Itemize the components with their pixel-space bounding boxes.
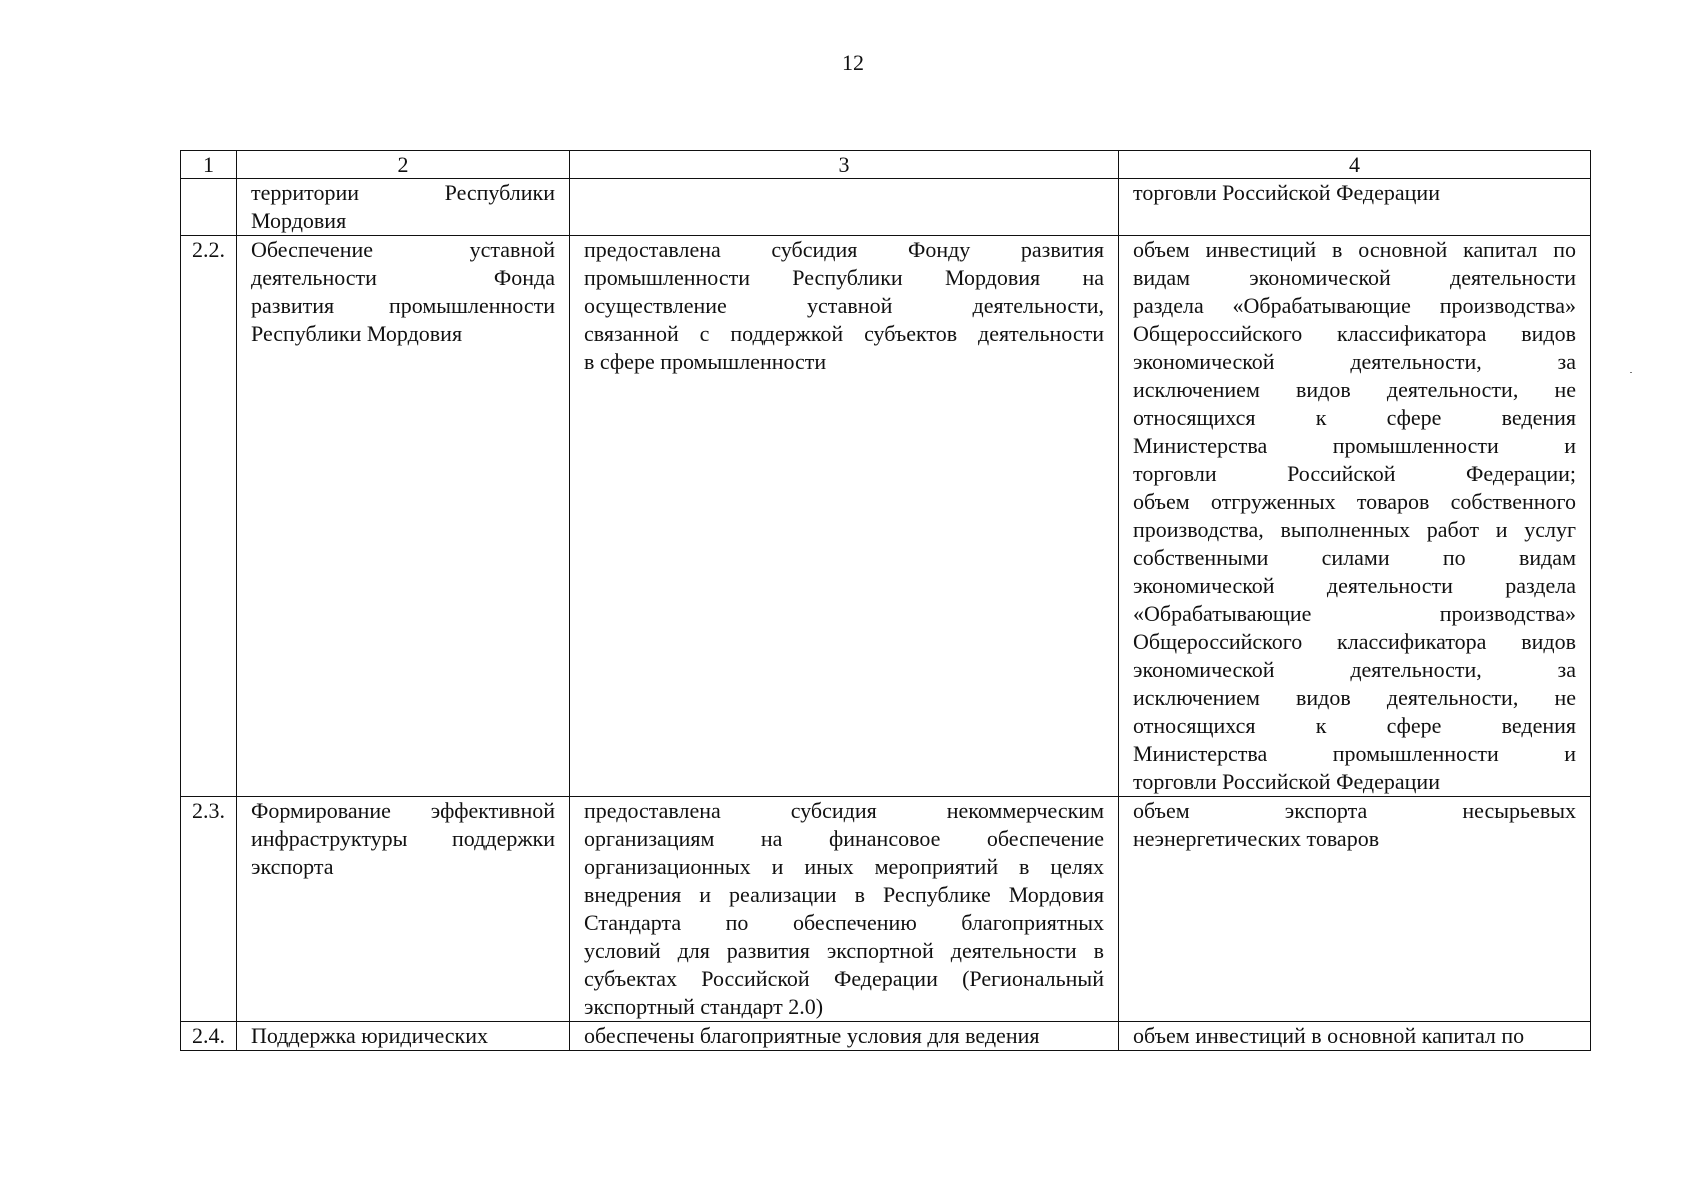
text-line: организационных и иных мероприятий в целях [584,854,1104,879]
text-line: инфраструктуры поддержки [251,826,555,851]
text-line: исключением видов деятельности, не [1133,377,1576,402]
row-number-cell: 2.2. [181,236,237,797]
text-line: производства, выполненных работ и услуг [1133,517,1576,542]
text-line: обеспечены благоприятные условия для ведения [584,1023,1040,1048]
text-line: предоставлена субсидия некоммерческим [584,798,1104,823]
measure-name-cell [237,179,570,236]
text-line: Стандарта по обеспечению благоприятных [584,910,1104,935]
table-row [181,797,1591,1022]
table-body [181,179,1591,1051]
measure-name-cell [237,236,570,797]
table-row [181,236,1591,797]
text-line: экспортный стандарт 2.0) [584,994,824,1019]
text-line: неэнергетических товаров [1133,826,1380,851]
text-line: собственными силами по видам [1133,545,1576,570]
text-line: раздела «Обрабатывающие производства» [1133,293,1576,318]
row-number-cell [181,179,237,236]
table-row [181,1022,1591,1051]
text-line: торговли Российской Федерации; [1133,461,1576,486]
measure-name-cell [237,1022,570,1051]
page-number: 12 [842,50,864,75]
measure-result-cell [570,179,1119,236]
measure-result-cell [570,797,1119,1022]
text-line: объем инвестиций в основной капитал по [1133,1023,1525,1048]
text-line: видам экономической деятельности [1133,265,1576,290]
text-line: объем отгруженных товаров собственного [1133,489,1576,514]
text-line: исключением видов деятельности, не [1133,685,1576,710]
text-line: «Обрабатывающие производства» [1133,601,1576,626]
text-line: Министерства промышленности и [1133,433,1576,458]
measure-name-cell [237,797,570,1022]
measure-result-cell [570,236,1119,797]
text-line: Министерства промышленности и [1133,741,1576,766]
header-col-2: 2 [237,151,570,179]
text-line: Мордовия [251,208,347,233]
text-line: относящихся к сфере ведения [1133,713,1576,738]
row-number-cell: 2.3. [181,797,237,1022]
text-line: Общероссийского классификатора видов [1133,321,1576,346]
text-line: развития промышленности [251,293,555,318]
indicator-cell [1119,797,1591,1022]
text-line: связанной с поддержкой субъектов деятельности [584,321,1104,346]
indicator-cell [1119,1022,1591,1051]
text-line: внедрения и реализации в Республике Мордовия [584,882,1104,907]
text-line: условий для развития экспортной деятельности в [584,938,1104,963]
indicator-cell [1119,179,1591,236]
text-line: Обеспечение уставной [251,237,555,262]
text-line: экономической деятельности, за [1133,657,1576,682]
text-line: экспорта [251,854,334,879]
text-line: субъектах Российской Федерации (Региональный [584,966,1104,991]
text-line: территории Республики [251,180,555,205]
measures-table [180,150,1591,1051]
indicator-cell [1119,236,1591,797]
text-line: торговли Российской Федерации [1133,180,1440,205]
measure-result-cell [570,1022,1119,1051]
text-line: Республики Мордовия [251,321,463,346]
row-number-cell: 2.4. [181,1022,237,1051]
text-line: объем инвестиций в основной капитал по [1133,237,1576,262]
text-line: Поддержка юридических [251,1023,489,1048]
text-line: экономической деятельности раздела [1133,573,1576,598]
table-row [181,179,1591,236]
text-line: Формирование эффективной [251,798,555,823]
header-col-3: 3 [570,151,1119,179]
scan-speck [1630,372,1632,373]
text-line: промышленности Республики Мордовия на [584,265,1104,290]
text-line: организациям на финансовое обеспечение [584,826,1104,851]
text-line: объем экспорта несырьевых [1133,798,1576,823]
text-line: осуществление уставной деятельности, [584,293,1104,318]
text-line: Общероссийского классификатора видов [1133,629,1576,654]
text-line: в сфере промышленности [584,349,827,374]
text-line: экономической деятельности, за [1133,349,1576,374]
text-line: предоставлена субсидия Фонду развития [584,237,1104,262]
header-col-4: 4 [1119,151,1591,179]
header-col-1: 1 [181,151,237,179]
text-line: торговли Российской Федерации [1133,769,1440,794]
text-line: деятельности Фонда [251,265,555,290]
text-line: относящихся к сфере ведения [1133,405,1576,430]
table-header-row [181,151,1591,179]
